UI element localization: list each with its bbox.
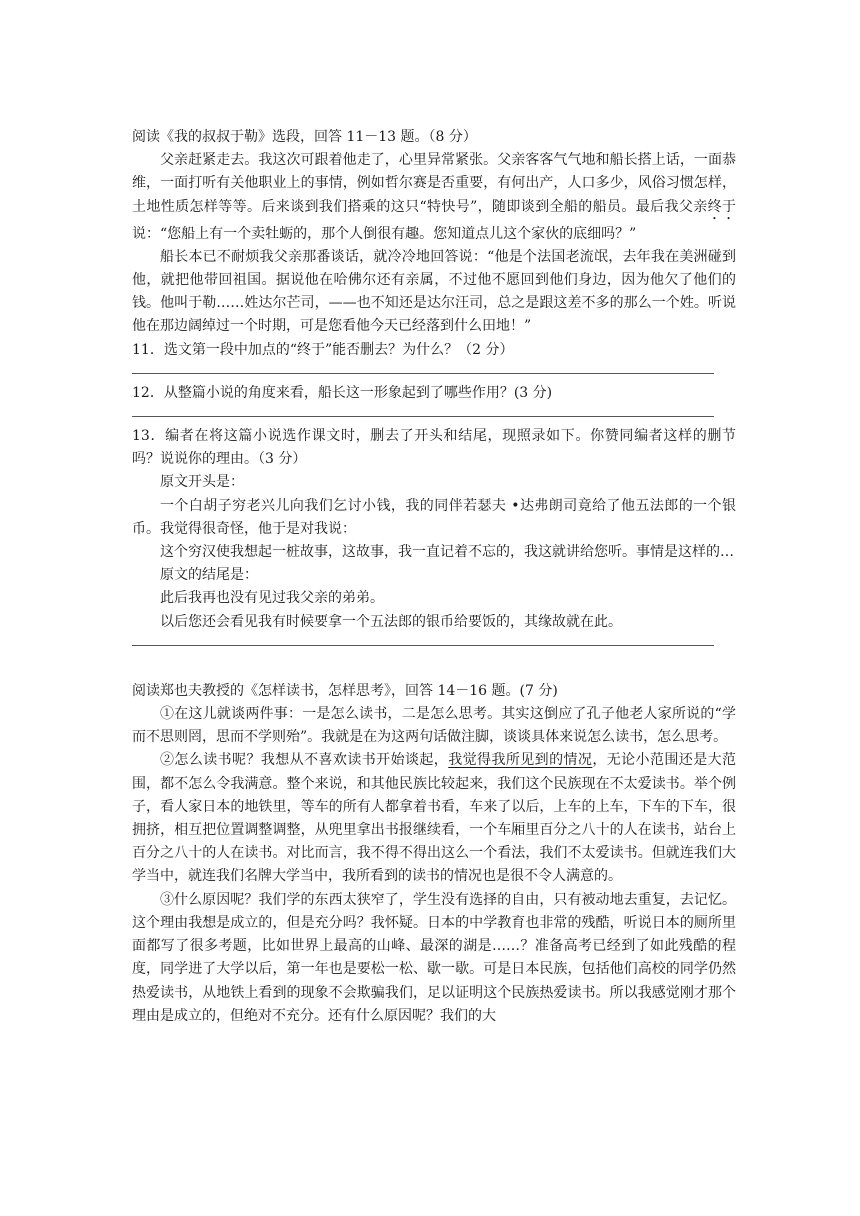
passage-paragraph-1 — [132, 149, 736, 246]
original-ending-label: 原文的结尾是： — [160, 567, 258, 584]
section-heading-yule: 阅读《我的叔叔于勒》选段，回答 11－13 题。（8 分） — [132, 129, 477, 145]
essay-paragraph-1: ①在这儿就谈两件事：一是怎么读书，二是怎么思考。其实这倒应了孔子他老人家所说的“学而不思则罔，思而不学则殆”。我就是在为这两句话做注脚，谈谈具体来说怎么读书，怎么思考。 — [132, 706, 736, 746]
section-heading-reading: 阅读郑也夫教授的《怎样读书，怎样思考》，回答 14－16 题。(7 分) — [132, 682, 558, 699]
dotted-emphasis-word: 终于 — [707, 198, 737, 215]
original-ending-text-1: 此后我再也没有见过我父亲的弟弟。 — [160, 590, 384, 607]
answer-line-13[interactable] — [132, 645, 714, 646]
essay-paragraph-2 — [132, 749, 736, 888]
answer-line-11[interactable] — [132, 373, 714, 374]
answer-line-12[interactable] — [132, 416, 714, 417]
question-12: 12．从整篇小说的角度来看，船长这一形象起到了哪些作用？(3 分) — [132, 384, 553, 401]
section-spacer — [132, 654, 736, 680]
underlined-phrase: 我觉得我所见到的情况 — [448, 752, 593, 769]
original-opening-text-2: 这个穷汉使我想起一桩故事，这故事，我一直记着不忘的，我这就讲给您听。事情是这样的… — [160, 544, 734, 561]
original-opening-text-1: 一个白胡子穷老兴儿向我们乞讨小钱，我的同伴若瑟夫 •达弗朗司竟给了他五法郎的一个银币。我觉得很奇怪，他于是对我说： — [132, 497, 736, 537]
passage-paragraph-2: 船长本已不耐烦我父亲那番谈话，就冷冷地回答说：“他是个法国老流氓，去年我在美洲碰到他，就把他带回祖国。据说他在哈佛尔还有亲属，不过他不愿回到他们身边，因为他欠了他们的钱。他叫于勒……姓达尔芒司，——也不知还是达尔汪司，总之是跟这差不多的那么一个姓。听说他在那边阔绰过一个时期，可是您看他今天已经落到什么田地！” — [132, 248, 736, 335]
paragraph-text: 父亲赶紧走去。我这次可跟着他走了，心里异常紧张。父亲客客气气地和船长搭上话，一面恭维，一面打听有关他职业上的事情，例如哲尔赛是否重要，有何出产，人口多少，风俗习惯怎样，土地性质怎样等等。后来谈到我们搭乘的这只“特快号”，随即谈到全船的船员。最后我父亲 — [132, 152, 736, 215]
paragraph-text: 说：“您船上有一个卖牡蛎的，那个人倒很有趣。您知道点儿这个家伙的底细吗？” — [132, 225, 637, 242]
original-ending-text-2: 以后您还会看见我有时候要拿一个五法郎的银币给要饭的，其缘故就在此。 — [160, 613, 622, 630]
paragraph-text: ②怎么读书呢？我想从不喜欢读书开始谈起， — [160, 752, 449, 769]
paragraph-text: ，无论小范围还是大范围，都不怎么令我满意。整个来说，和其他民族比较起来，我们这个民族现在不太爱读书。举个例子，看人家日本的地铁里，等车的所有人都拿着书看，车来了以后，上车的上车，下车的下车，很拥挤，相互把位置调整调整，从兜里拿出书报继续看，一个车厢里百分之八十的人在读书，站台上百分之八十的人在读书。对比而言，我不得不得出这么一个看法，我们不太爱读书。但就连我们大学当中，就连我们名牌大学当中，我所看到的读书的情况也是很不令人满意的。 — [132, 752, 737, 885]
question-13: 13．编者在将这篇小说选作课文时，删去了开头和结尾，现照录如下。你赞同编者这样的删节吗？说说你的理由。（3 分） — [132, 428, 736, 468]
question-11: 11．选文第一段中加点的“终于”能否删去？为什么？（2 分） — [132, 341, 514, 358]
document-content — [132, 126, 736, 1028]
essay-paragraph-3: ③什么原因呢？我们学的东西太狭窄了，学生没有选择的自由，只有被动地去重复，去记忆。这个理由我想是成立的，但是充分吗？我怀疑。日本的中学教育也非常的残酷，听说日本的厕所里面都写了很多考题，比如世界上最高的山峰、最深的湖是……？准备高考已经到了如此残酷的程度，同学进了大学以后，第一年也是要松一松、歇一歇。可是日本民族，包括他们高校的同学仍然热爱读书，从地铁上看到的现象不会欺骗我们，足以证明这个民族热爱读书。所以我感觉刚才那个理由是成立的，但绝对不充分。还有什么原因呢？我们的大 — [132, 891, 736, 1024]
original-opening-label: 原文开头是： — [160, 474, 244, 491]
